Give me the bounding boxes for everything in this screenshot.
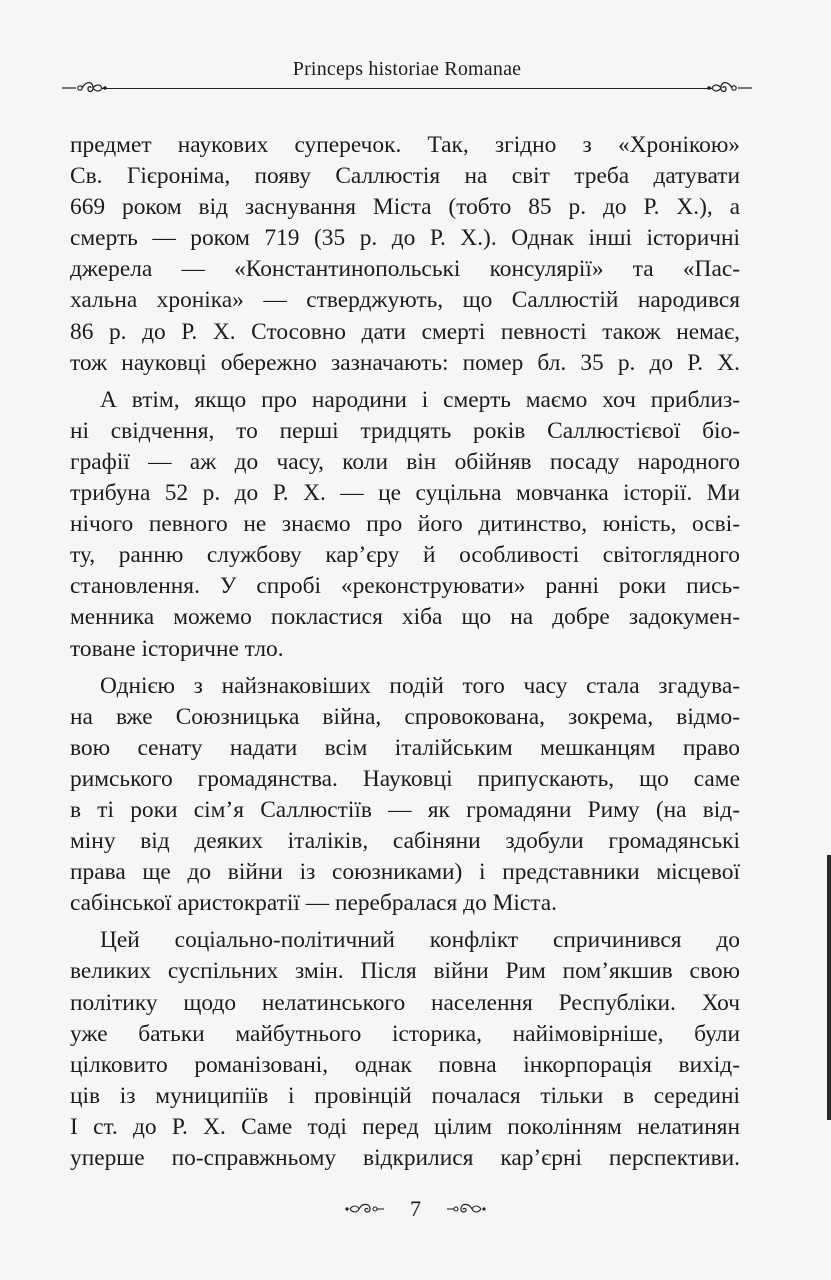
scan-edge-shadow (827, 855, 831, 1120)
text-line: тож науковці обережно зазначають: помер бл. 35 р. до Р. Х. (70, 349, 740, 376)
text-line: джерела — «Константинопольські консулярії» та «Пас- (70, 256, 740, 283)
running-header (62, 56, 752, 96)
text-line: уперше по-справжньому відкрилися кар’єрні перспективи. (70, 1145, 740, 1171)
text-line: великих суспільних змін. Після війни Рим пом’якшив свою (70, 958, 740, 985)
body-text (70, 130, 740, 1180)
flourish-right-icon (706, 78, 752, 98)
text-line: уже батьки майбутнього історика, найімовірніше, були (70, 1020, 740, 1047)
text-line: Однією з найзнаковіших подій того часу стала згадува- (100, 672, 740, 699)
text-line: ту, ранню службову кар’єру й особливості світоглядного (70, 542, 740, 569)
text-line: сабінської аристократії — перебралася до Міста. (70, 890, 558, 917)
flourish-right-icon (447, 1201, 487, 1217)
text-line: ців із муниципіїв і провінцій почалася тільки в середині (70, 1082, 740, 1109)
text-line: менника можемо покластися хіба що на добре задокумен- (70, 604, 740, 631)
running-title: Princeps historiae Romanae (292, 58, 522, 80)
text-line: І ст. до Р. Х. Саме тоді перед цілим поколінням нелатинян (70, 1113, 740, 1140)
text-line: ні свідчення, то перші тридцять років Саллюстієвої біо- (70, 417, 740, 444)
text-line: римського громадянства. Науковці припускають, що саме (70, 765, 740, 792)
paragraph (70, 385, 740, 665)
text-line: політику щодо нелатинського населення Республіки. Хоч (70, 989, 740, 1016)
paragraph (70, 671, 740, 920)
text-line: хальна хроніка» — стверджують, що Саллюстій народився (70, 287, 740, 314)
text-line: в ті роки сім’я Саллюстіїв — як громадяни Риму (на від- (70, 796, 740, 823)
page-footer (0, 1196, 831, 1226)
text-line: Цей соціально-політичний конфлікт спричинився до (100, 927, 740, 954)
text-line: цілковито романізовані, однак повна інкорпорація вихід- (70, 1051, 740, 1078)
text-line: нічого певного не знаємо про його дитинство, юність, осві- (70, 511, 740, 538)
text-line: трибуна 52 р. до Р. Х. — це суцільна мовчанка історії. Ми (70, 480, 740, 507)
paragraph (70, 925, 740, 1174)
text-line: смерть — роком 719 (35 р. до Р. Х.). Однак інші історичні (70, 225, 740, 252)
text-line: вою сенату надати всім італійським мешканцям право (70, 734, 740, 761)
text-line: права ще до війни із союзниками) і представники місцевої (70, 859, 740, 886)
text-line: міну від деяких італіків, сабіняни здобули громадянські (70, 828, 740, 855)
text-line: графії — аж до часу, коли він обійняв посаду народного (70, 448, 740, 475)
page-number: 7 (410, 1196, 421, 1221)
text-line: предмет наукових суперечок. Так, згідно з «Хронікою» (70, 132, 740, 158)
text-line: на вже Союзницька війна, спровокована, зокрема, відмо- (70, 703, 740, 730)
paragraph (70, 130, 740, 379)
text-line: 86 р. до Р. Х. Стосовно дати смерті певності також немає, (70, 318, 740, 345)
text-line: Св. Гієроніма, появу Саллюстія на світ треба датувати (70, 163, 740, 190)
text-line: А втім, якщо про народини і смерть маємо хоч приблиз- (100, 386, 740, 413)
text-line: товане історичне тло. (70, 635, 284, 662)
text-line: 669 роком від заснування Міста (тобто 85 р. до Р. Х.), а (70, 194, 740, 221)
flourish-left-icon (344, 1201, 384, 1217)
header-rule (102, 88, 712, 89)
text-line: становлення. У спробі «реконструювати» ранні роки пись- (70, 573, 740, 600)
